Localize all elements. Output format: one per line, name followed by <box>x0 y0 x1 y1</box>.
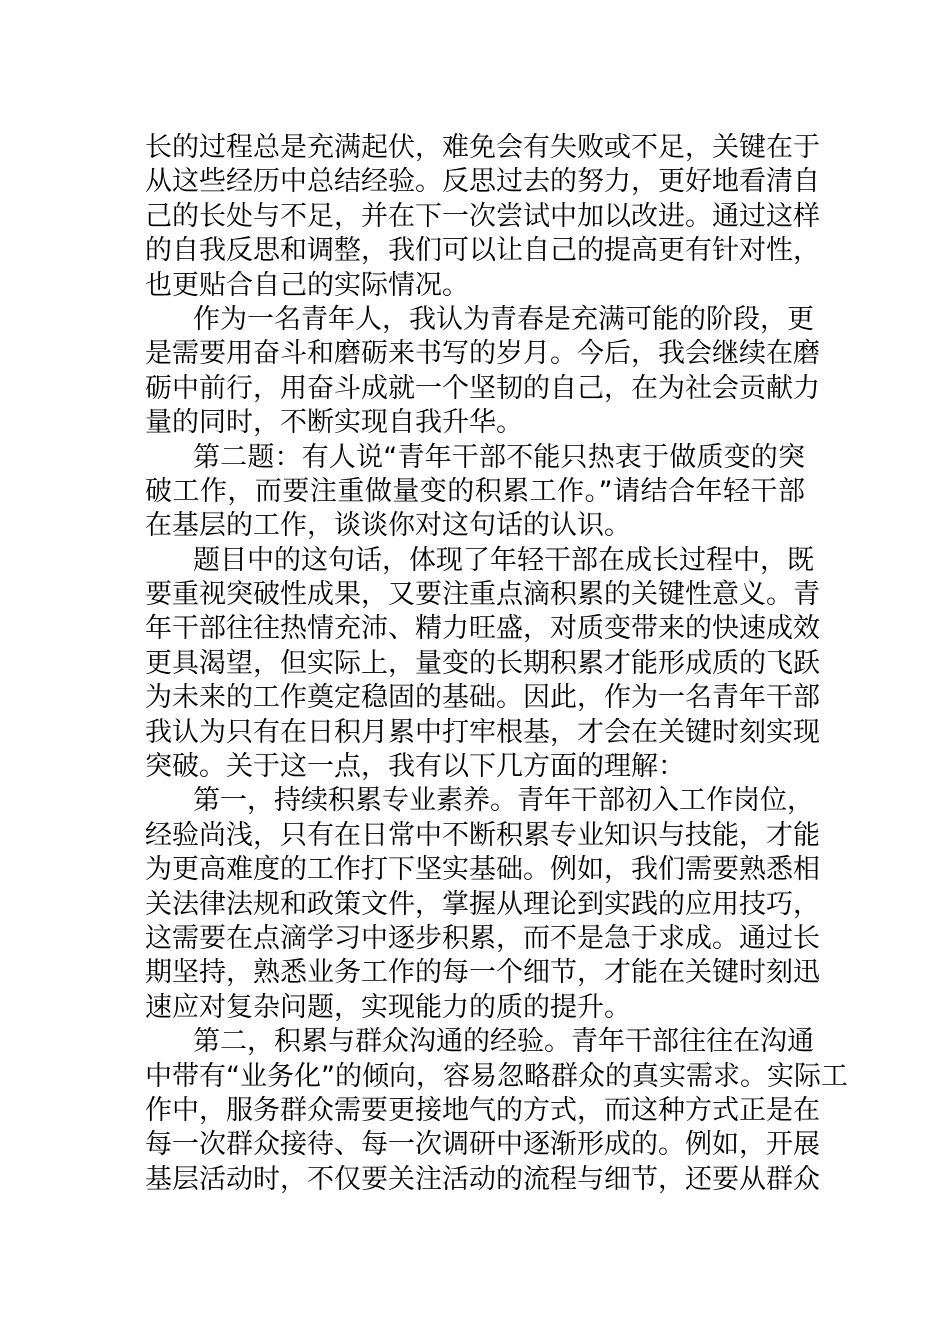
text-line: 突破。关于这一点，我有以下几方面的理解： <box>145 751 685 783</box>
text-line: 为未来的工作奠定稳固的基础。因此，作为一名青年干部 <box>145 682 820 714</box>
text-line: 基层活动时，不仅要关注活动的流程与细节，还要从群众 <box>145 1163 820 1195</box>
paragraph <box>145 544 820 785</box>
text-line: 第二题：有人说“青年干部不能只热衷于做质变的突 <box>193 441 805 473</box>
text-line: 这需要在点滴学习中逐步积累，而不是急于求成。通过长 <box>145 922 820 954</box>
text-line: 砺中前行，用奋斗成就一个坚韧的自己，在为社会贡献力 <box>145 372 820 404</box>
text-line: 每一次群众接待、每一次调研中逐渐形成的。例如，开展 <box>145 1129 820 1161</box>
text-line: 长的过程总是充满起伏，难免会有失败或不足，关键在于 <box>145 132 820 163</box>
text-line: 更具渴望，但实际上，量变的长期积累才能形成质的飞跃 <box>145 647 820 679</box>
text-line: 关法律法规和政策文件，掌握从理论到实践的应用技巧， <box>145 888 820 920</box>
text-line: 量的同时，不断实现自我升华。 <box>145 407 523 439</box>
text-line: 年干部往往热情充沛、精力旺盛，对质变带来的快速成效 <box>145 613 820 645</box>
document-body <box>145 131 848 1197</box>
text-line: 题目中的这句话，体现了年轻干部在成长过程中，既 <box>193 544 814 576</box>
text-line: 中带有“业务化”的倾向，容易忽略群众的真实需求。实际工 <box>145 1060 848 1092</box>
text-line: 作为一名青年人，我认为青春是充满可能的阶段，更 <box>193 303 814 335</box>
text-line: 经验尚浅，只有在日常中不断积累专业知识与技能，才能 <box>145 819 820 851</box>
text-line: 从这些经历中总结经验。反思过去的努力，更好地看清自 <box>145 166 820 198</box>
text-line: 在基层的工作，谈谈你对这句话的认识。 <box>145 510 631 542</box>
text-line: 第一，持续积累专业素养。青年干部初入工作岗位， <box>193 785 814 817</box>
text-line: 期坚持，熟悉业务工作的每一个细节，才能在关键时刻迅 <box>145 957 820 989</box>
paragraph <box>145 784 820 1025</box>
text-line: 速应对复杂问题，实现能力的质的提升。 <box>145 991 631 1023</box>
paragraph <box>145 303 820 441</box>
paragraph <box>145 131 820 303</box>
text-line: 是需要用奋斗和磨砺来书写的岁月。今后，我会继续在磨 <box>145 338 820 370</box>
text-line: 也更贴合自己的实际情况。 <box>145 269 469 301</box>
text-line: 己的长处与不足，并在下一次尝试中加以改进。通过这样 <box>145 200 820 232</box>
text-line: 作中，服务群众需要更接地气的方式，而这种方式正是在 <box>145 1094 820 1126</box>
paragraph <box>145 441 805 544</box>
text-line: 要重视突破性成果，又要注重点滴积累的关键性意义。青 <box>145 579 820 611</box>
text-line: 为更高难度的工作打下坚实基础。例如，我们需要熟悉相 <box>145 854 820 886</box>
text-line: 的自我反思和调整，我们可以让自己的提高更有针对性， <box>145 235 820 267</box>
text-line: 我认为只有在日积月累中打牢根基，才会在关键时刻实现 <box>145 716 820 748</box>
text-line: 第二，积累与群众沟通的经验。青年干部往往在沟通 <box>193 1026 814 1058</box>
text-line: 破工作，而要注重做量变的积累工作。”请结合年轻干部 <box>145 475 805 507</box>
paragraph <box>145 1025 848 1197</box>
